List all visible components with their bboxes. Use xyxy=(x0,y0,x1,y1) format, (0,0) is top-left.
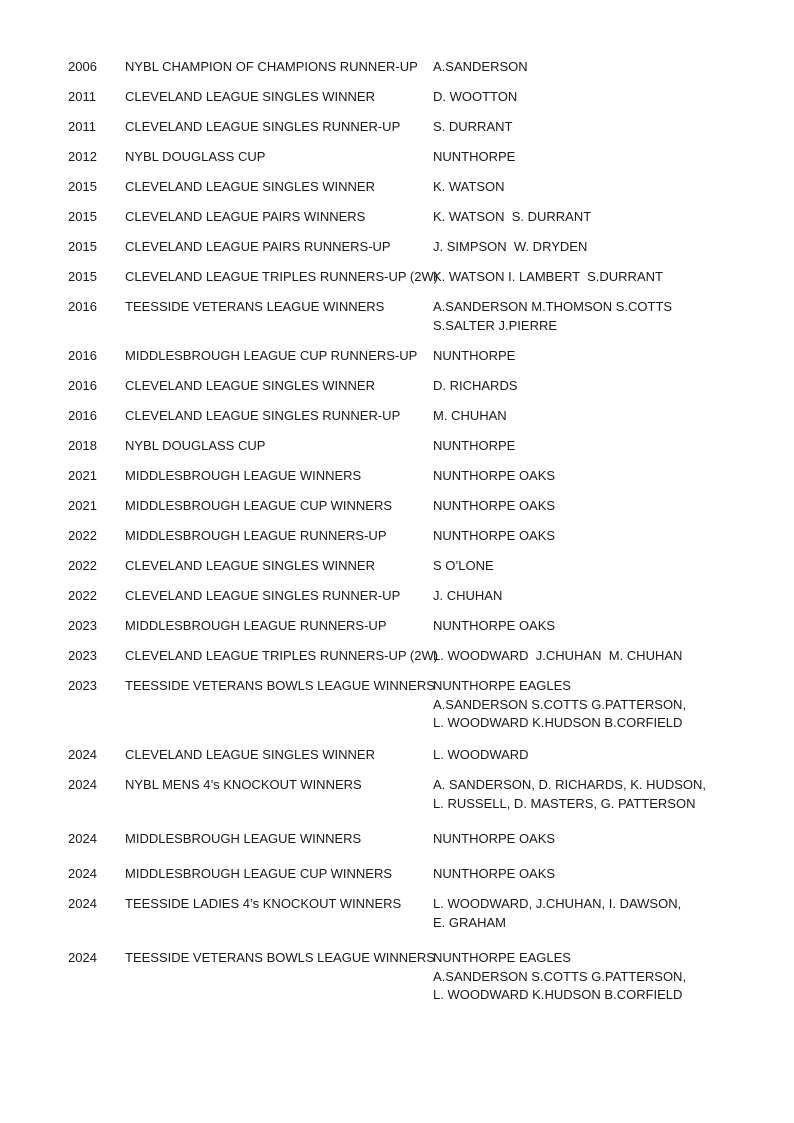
entry-year: 2015 xyxy=(68,209,97,224)
entry-winner-line: NUNTHORPE xyxy=(433,149,516,164)
entry-winners xyxy=(433,208,773,227)
entry-event: CLEVELAND LEAGUE SINGLES RUNNER-UP xyxy=(125,588,401,603)
entry-year: 2022 xyxy=(68,558,97,573)
entry-event: MIDDLESBROUGH LEAGUE CUP RUNNERS-UP xyxy=(125,348,418,363)
entry-event: NYBL DOUGLASS CUP xyxy=(125,149,266,164)
entry-event: TEESSIDE LADIES 4’s KNOCKOUT WINNERS xyxy=(125,896,402,911)
entry-event: NYBL CHAMPION OF CHAMPIONS RUNNER-UP xyxy=(125,59,418,74)
entry-winner-line: NUNTHORPE OAKS xyxy=(433,528,556,543)
entry-winners xyxy=(433,617,773,636)
entry-year: 2006 xyxy=(68,59,97,74)
entry-year: 2024 xyxy=(68,831,97,846)
entry-year: 2024 xyxy=(68,866,97,881)
entry-year: 2024 xyxy=(68,747,97,762)
entry-winner-line: A.SANDERSON S.COTTS G.PATTERSON, xyxy=(433,696,687,712)
entry-winners xyxy=(433,949,773,1005)
entry-winners xyxy=(433,58,773,77)
entry-event: TEESSIDE VETERANS LEAGUE WINNERS xyxy=(125,299,385,314)
entry-event: CLEVELAND LEAGUE TRIPLES RUNNERS-UP (2W) xyxy=(125,648,439,663)
entry-winner-line: A. SANDERSON, D. RICHARDS, K. HUDSON, xyxy=(433,777,707,792)
entry-winner-line: NUNTHORPE xyxy=(433,438,516,453)
entry-winner-line: NUNTHORPE EAGLES xyxy=(433,678,571,693)
entry-winner-line: S.SALTER J.PIERRE xyxy=(433,317,558,333)
entry-year: 2015 xyxy=(68,269,97,284)
entry-winners xyxy=(433,178,773,197)
entry-event: NYBL MENS 4’s KNOCKOUT WINNERS xyxy=(125,777,362,792)
entry-winners xyxy=(433,587,773,606)
entry-winner-line: D. RICHARDS xyxy=(433,378,518,393)
entry-year: 2016 xyxy=(68,348,97,363)
entry-year: 2012 xyxy=(68,149,97,164)
entry-event: MIDDLESBROUGH LEAGUE CUP WINNERS xyxy=(125,498,393,513)
entry-event: CLEVELAND LEAGUE SINGLES WINNER xyxy=(125,179,375,194)
entry-event: MIDDLESBROUGH LEAGUE RUNNERS-UP xyxy=(125,618,387,633)
entry-event: MIDDLESBROUGH LEAGUE RUNNERS-UP xyxy=(125,528,387,543)
entry-winner-line: L. WOODWARD, J.CHUHAN, I. DAWSON, xyxy=(433,896,682,911)
entry-event: CLEVELAND LEAGUE TRIPLES RUNNERS-UP (2W) xyxy=(125,269,439,284)
entry-event: TEESSIDE VETERANS BOWLS LEAGUE WINNERS xyxy=(125,950,435,965)
entry-year: 2022 xyxy=(68,588,97,603)
entry-winners xyxy=(433,467,773,486)
entry-event: MIDDLESBROUGH LEAGUE WINNERS xyxy=(125,831,362,846)
entry-event: CLEVELAND LEAGUE SINGLES RUNNER-UP xyxy=(125,119,401,134)
entry-year: 2016 xyxy=(68,408,97,423)
entry-event: TEESSIDE VETERANS BOWLS LEAGUE WINNERS xyxy=(125,678,435,693)
entry-year: 2015 xyxy=(68,239,97,254)
entry-winner-line: M. CHUHAN xyxy=(433,408,507,423)
entry-winners xyxy=(433,88,773,107)
entry-winner-line: S O’LONE xyxy=(433,558,494,573)
entry-event: CLEVELAND LEAGUE SINGLES WINNER xyxy=(125,558,375,573)
entry-winners xyxy=(433,746,773,765)
entry-year: 2023 xyxy=(68,618,97,633)
entry-event: CLEVELAND LEAGUE SINGLES WINNER xyxy=(125,378,375,393)
entry-winners xyxy=(433,527,773,546)
entry-winner-line: L. WOODWARD K.HUDSON B.CORFIELD xyxy=(433,715,683,730)
entry-winner-line: A.SANDERSON xyxy=(433,59,528,74)
entry-winner-line: NUNTHORPE xyxy=(433,348,516,363)
entry-winners xyxy=(433,677,773,733)
entry-winner-line: NUNTHORPE OAKS xyxy=(433,498,556,513)
entry-event: NYBL DOUGLASS CUP xyxy=(125,438,266,453)
entry-winners xyxy=(433,437,773,456)
entry-winners xyxy=(433,238,773,257)
entry-winners xyxy=(433,776,773,813)
entry-winners xyxy=(433,347,773,366)
entry-winner-line: L. WOODWARD K.HUDSON B.CORFIELD xyxy=(433,987,683,1002)
entry-winner-line: A.SANDERSON S.COTTS G.PATTERSON, xyxy=(433,968,687,984)
entry-winner-line: NUNTHORPE OAKS xyxy=(433,618,556,633)
entry-winner-line: A.SANDERSON M.THOMSON S.COTTS xyxy=(433,299,673,314)
entry-year: 2022 xyxy=(68,528,97,543)
entry-winners xyxy=(433,895,773,932)
entry-year: 2023 xyxy=(68,678,97,693)
entry-year: 2016 xyxy=(68,299,97,314)
entry-winner-line: L. WOODWARD xyxy=(433,747,529,762)
entry-year: 2024 xyxy=(68,896,97,911)
entry-winner-line: NUNTHORPE OAKS xyxy=(433,831,556,846)
entry-year: 2011 xyxy=(68,119,96,134)
entry-event: MIDDLESBROUGH LEAGUE WINNERS xyxy=(125,468,362,483)
entry-year: 2018 xyxy=(68,438,97,453)
entry-year: 2016 xyxy=(68,378,97,393)
entry-winner-line: J. CHUHAN xyxy=(433,588,503,603)
entry-year: 2015 xyxy=(68,179,97,194)
entry-winners xyxy=(433,268,773,287)
entry-winners xyxy=(433,118,773,137)
entry-winner-line: E. GRAHAM xyxy=(433,914,506,930)
entry-year: 2011 xyxy=(68,89,96,104)
entry-winners xyxy=(433,865,773,884)
entry-year: 2023 xyxy=(68,648,97,663)
entry-winner-line: NUNTHORPE OAKS xyxy=(433,468,556,483)
entry-year: 2024 xyxy=(68,950,97,965)
entry-year: 2024 xyxy=(68,777,97,792)
entry-event: CLEVELAND LEAGUE SINGLES RUNNER-UP xyxy=(125,408,401,423)
entry-winner-line: K. WATSON I. LAMBERT S.DURRANT xyxy=(433,269,663,284)
entry-winner-line: J. SIMPSON W. DRYDEN xyxy=(433,239,588,254)
entry-winners xyxy=(433,830,773,849)
entry-winner-line: NUNTHORPE OAKS xyxy=(433,866,556,881)
entry-winners xyxy=(433,647,773,666)
entry-year: 2021 xyxy=(68,468,97,483)
entry-winner-line: NUNTHORPE EAGLES xyxy=(433,950,571,965)
entry-event: CLEVELAND LEAGUE SINGLES WINNER xyxy=(125,747,375,762)
entry-event: MIDDLESBROUGH LEAGUE CUP WINNERS xyxy=(125,866,393,881)
entry-winner-line: K. WATSON S. DURRANT xyxy=(433,209,592,224)
entry-winner-line: S. DURRANT xyxy=(433,119,513,134)
entry-winner-line: L. WOODWARD J.CHUHAN M. CHUHAN xyxy=(433,648,683,663)
entry-winners xyxy=(433,497,773,516)
entry-year: 2021 xyxy=(68,498,97,513)
entry-event: CLEVELAND LEAGUE PAIRS RUNNERS-UP xyxy=(125,239,391,254)
entry-winners xyxy=(433,407,773,426)
entry-winners xyxy=(433,148,773,167)
entry-winner-line: L. RUSSELL, D. MASTERS, G. PATTERSON xyxy=(433,795,696,811)
entry-winner-line: K. WATSON xyxy=(433,179,505,194)
entry-winners xyxy=(433,377,773,396)
entry-winners xyxy=(433,298,773,335)
entry-winner-line: D. WOOTTON xyxy=(433,89,518,104)
entry-winners xyxy=(433,557,773,576)
entry-event: CLEVELAND LEAGUE SINGLES WINNER xyxy=(125,89,375,104)
entry-event: CLEVELAND LEAGUE PAIRS WINNERS xyxy=(125,209,366,224)
